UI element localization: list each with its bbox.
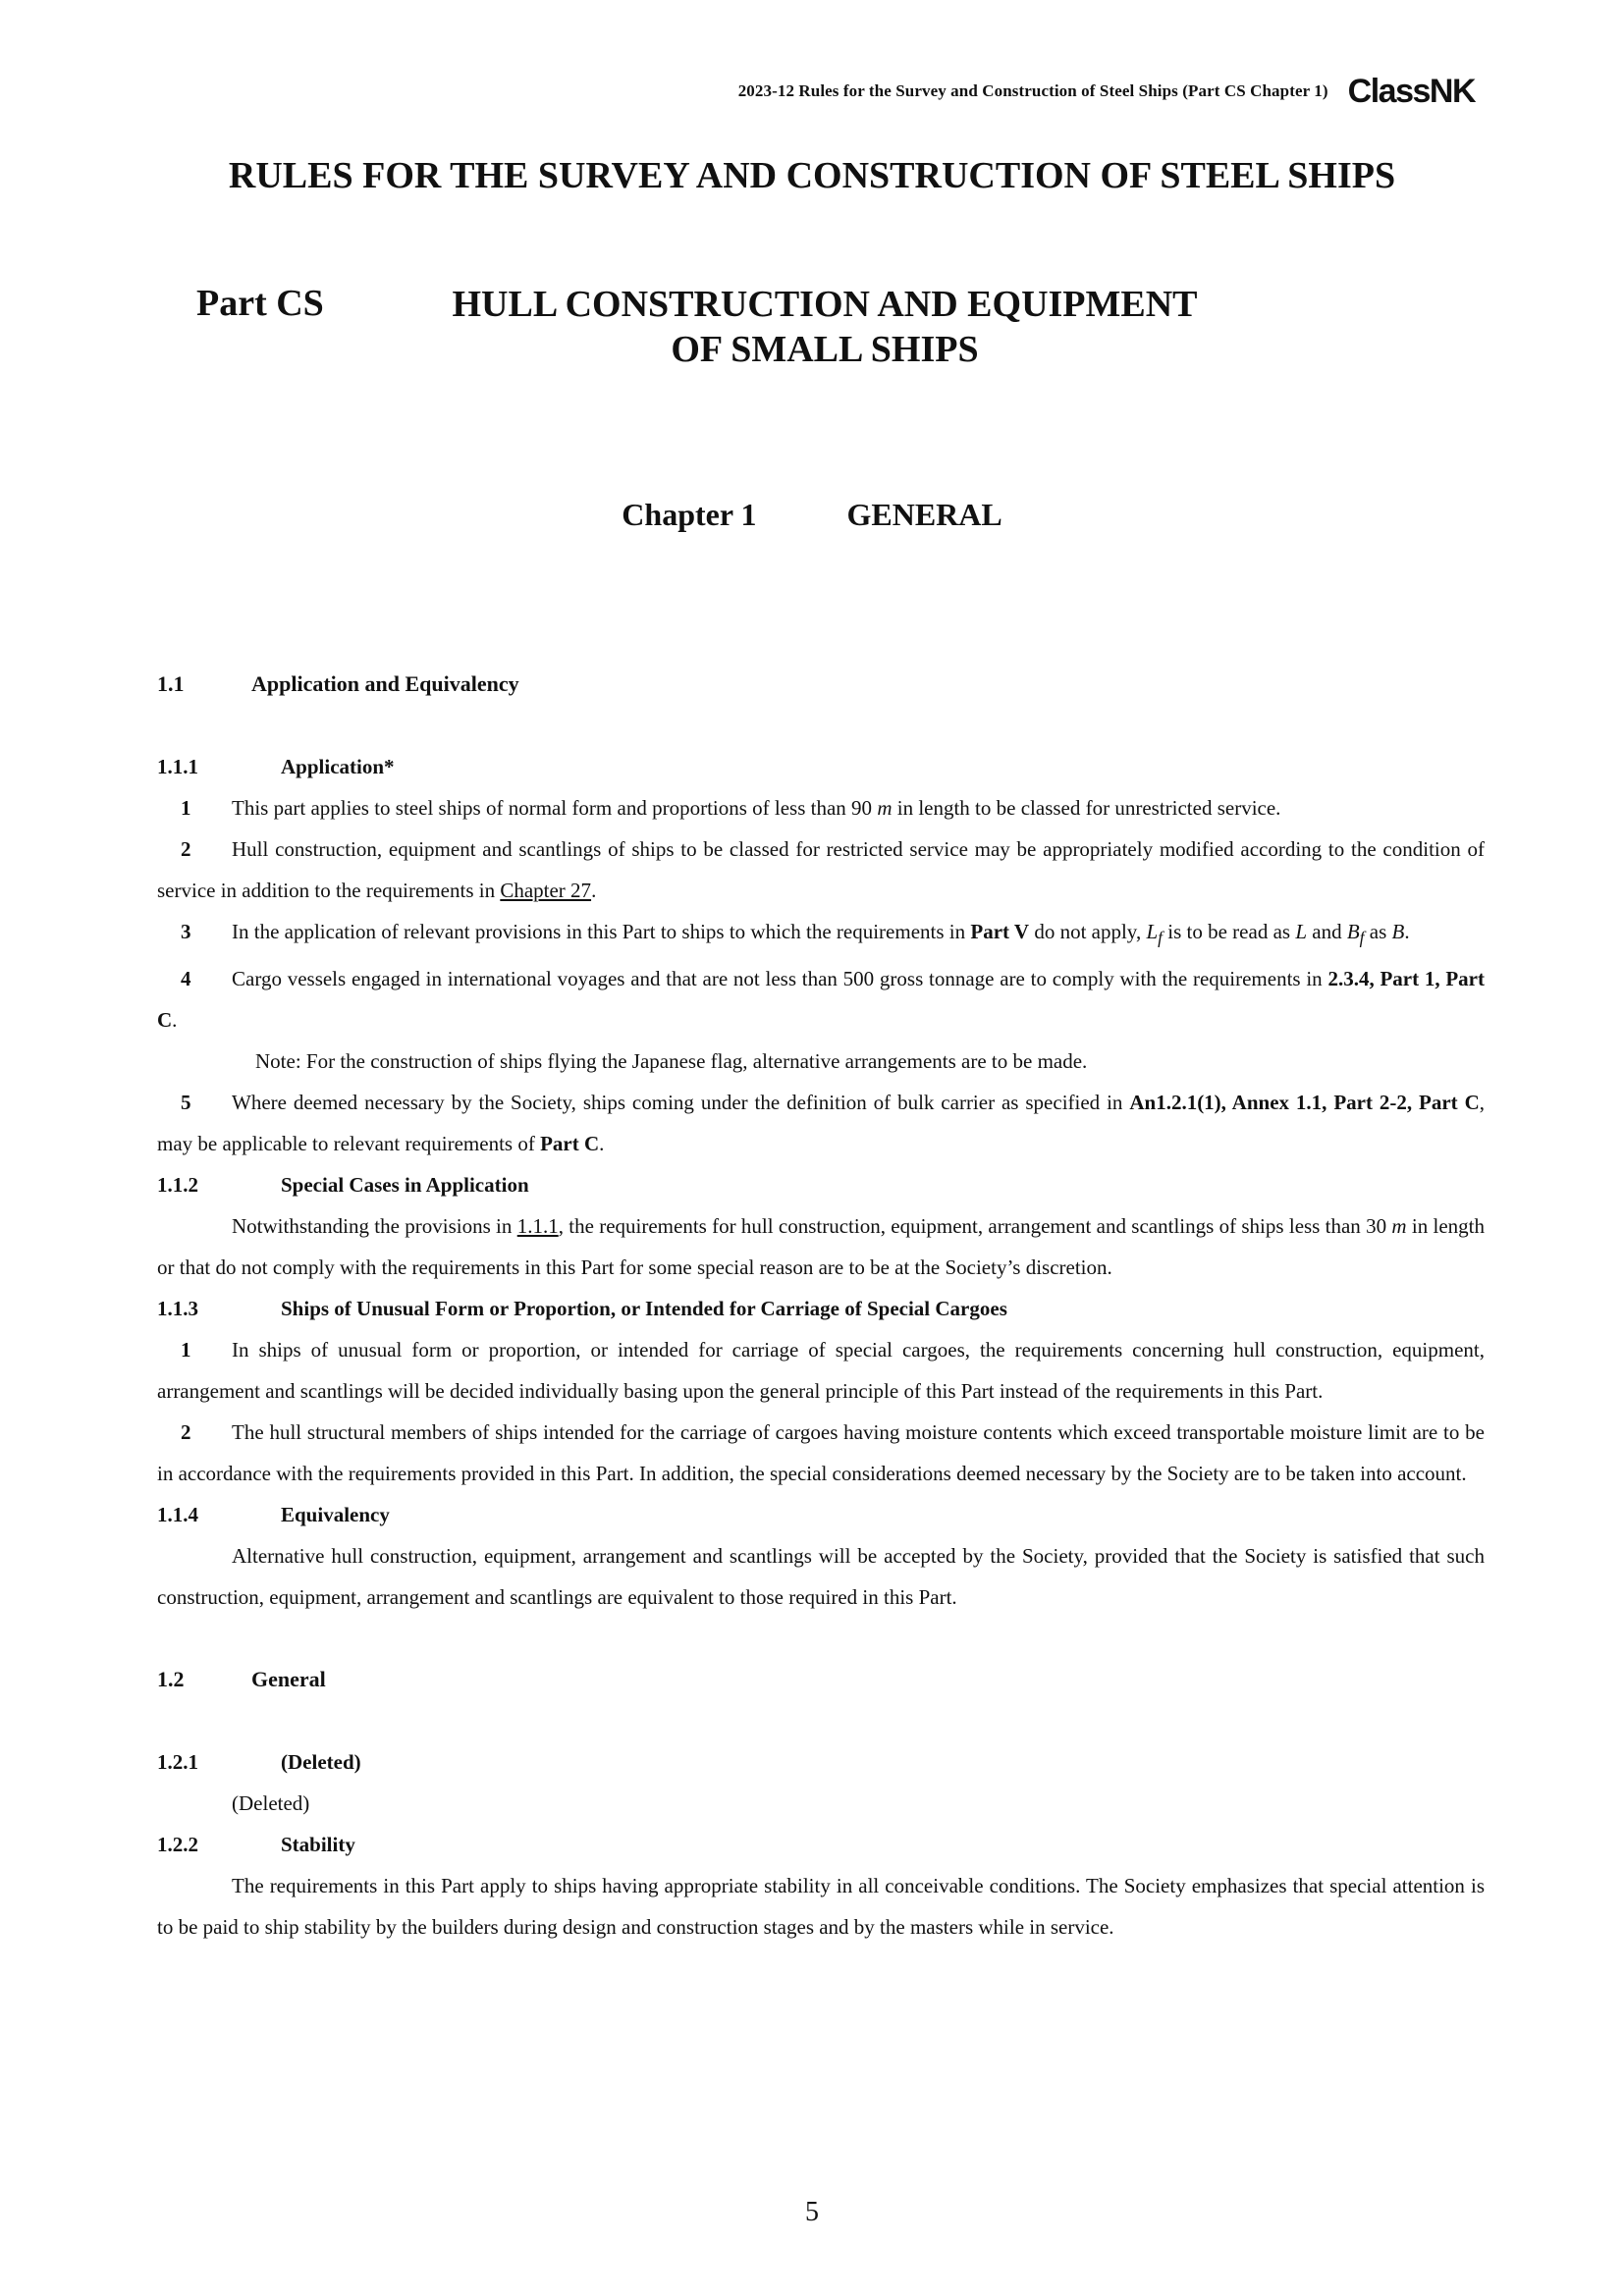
subsection-title: Special Cases in Application xyxy=(281,1173,529,1198)
subsection-number: 1.1.3 xyxy=(157,1297,198,1321)
page-number: 5 xyxy=(805,2197,819,2227)
paragraph-1-1-1-1: 1 This part applies to steel ships of normal form and proportions of less than 90 m in length to be classed for unrestricted service. xyxy=(157,787,1485,828)
subsection-number: 1.2.1 xyxy=(157,1750,198,1775)
chapter-heading xyxy=(0,497,1624,533)
paragraph-1-1-1-2: 2 Hull construction, equipment and scantlings of ships to be classed for restricted service may be appropriately modified according to the condition of service in addition to the requirements in Chapter 27. xyxy=(157,828,1485,911)
running-header xyxy=(738,75,1475,108)
paragraph-number: 4 xyxy=(181,967,191,991)
subsection-number: 1.1.2 xyxy=(157,1173,198,1198)
subsection-heading-1-1-4 xyxy=(157,1494,1485,1535)
paragraph-number: 2 xyxy=(181,1420,191,1445)
part-title: HULL CONSTRUCTION AND EQUIPMENT OF SMALL SHIPS xyxy=(452,284,1198,370)
subsection-heading-1-1-2 xyxy=(157,1164,1485,1205)
chapter-title: GENERAL xyxy=(846,497,1002,532)
document-title: RULES FOR THE SURVEY AND CONSTRUCTION OF STEEL SHIPS xyxy=(228,155,1396,196)
paragraph-number: 5 xyxy=(181,1091,191,1115)
subsection-heading-1-1-3 xyxy=(157,1288,1485,1329)
paragraph-1-1-3-2: 2 The hull structural members of ships intended for the carriage of cargoes having moisture contents which exceed transportable moisture limit are to be in accordance with the requirements provided in this Part. In addition, the special considerations deemed necessary by the Society are to be taken into account. xyxy=(157,1412,1485,1494)
subsection-number: 1.1.1 xyxy=(157,755,198,778)
subsection-title: Application* xyxy=(281,755,395,778)
paragraph-1-1-3-1: 1 In ships of unusual form or proportion, or intended for carriage of special cargoes, the requirements concerning hull construction, equipment, arrangement and scantlings will be decided individually basing upon the general principle of this Part instead of the requirements in this Part. xyxy=(157,1329,1485,1412)
section-number: 1.2 xyxy=(157,1667,185,1692)
paragraph-1-2-2: The requirements in this Part apply to ships having appropriate stability in all conceivable conditions. The Society emphasizes that special attention is to be paid to ship stability by the builders during design and construction stages and by the masters while in service. xyxy=(157,1874,1485,1940)
part-label: Part CS xyxy=(196,283,324,324)
running-title: 2023-12 Rules for the Survey and Construction of Steel Ships (Part CS Chapter 1) xyxy=(737,81,1328,100)
section-heading-1-1 xyxy=(157,664,1485,705)
section-heading-1-2 xyxy=(157,1659,1485,1700)
note: Note: For the construction of ships flying the Japanese flag, alternative arrangements are to be made. xyxy=(255,1049,1088,1074)
link-1-1-1[interactable]: 1.1.1 xyxy=(516,1214,559,1239)
paragraph-1-2-1: (Deleted) xyxy=(232,1791,310,1816)
classnk-logo: ClassNK xyxy=(1347,73,1475,110)
paragraph-1-1-2: Notwithstanding the provisions in 1.1.1, the requirements for hull construction, equipment, arrangement and scantlings of ships less than 30 m in length or that do not comply with the requirements in this Part for some special reason are to be at the Society’s discretion. xyxy=(157,1214,1486,1280)
section-number: 1.1 xyxy=(157,671,185,696)
subsection-title: (Deleted) xyxy=(281,1750,361,1775)
paragraph-1-1-1-3: 3 In the application of relevant provisions in this Part to ships to which the requirements in Part V do not apply, $L_f$ is to be read as L and $B_f$ as B. xyxy=(157,911,1485,958)
section-title: Application and Equivalency xyxy=(251,671,519,696)
chapter-label: Chapter 1 xyxy=(622,497,757,532)
subsection-title: Equivalency xyxy=(281,1503,390,1527)
paragraph-number: 1 xyxy=(181,1338,191,1362)
subsection-number: 1.2.2 xyxy=(157,1833,198,1857)
subsection-number: 1.1.4 xyxy=(157,1503,198,1527)
paragraph-number: 1 xyxy=(181,796,191,820)
paragraph-1-1-1-4: 4 Cargo vessels engaged in international voyages and that are not less than 500 gross tonnage are to comply with the requirements in 2.3.4, Part 1, Part C. xyxy=(157,958,1485,1041)
subsection-title: Ships of Unusual Form or Proportion, or Intended for Carriage of Special Cargoes xyxy=(281,1297,1007,1321)
subsection-heading-1-2-1 xyxy=(157,1741,1485,1783)
section-title: General xyxy=(251,1667,326,1692)
paragraph-1-1-4: Alternative hull construction, equipment, arrangement and scantlings will be accepted by the Society, provided that the Society is satisfied that such construction, equipment, arrangement and scantlings are equivalent to those required in this Part. xyxy=(157,1544,1485,1610)
link-chapter-27[interactable]: Chapter 27 xyxy=(500,879,592,902)
paragraph-number: 2 xyxy=(181,837,191,861)
subsection-title: Stability xyxy=(281,1833,355,1857)
paragraph-1-1-1-5: 5 Where deemed necessary by the Society, ships coming under the definition of bulk carrier as specified in An1.2.1(1), Annex 1.1, Part 2-2, Part C, may be applicable to relevant requirements of Part C. xyxy=(157,1082,1485,1164)
subsection-heading-1-1-1 xyxy=(157,746,1485,787)
document-body xyxy=(157,664,1485,1948)
paragraph-number: 3 xyxy=(181,920,191,943)
subsection-heading-1-2-2 xyxy=(157,1824,1485,1865)
